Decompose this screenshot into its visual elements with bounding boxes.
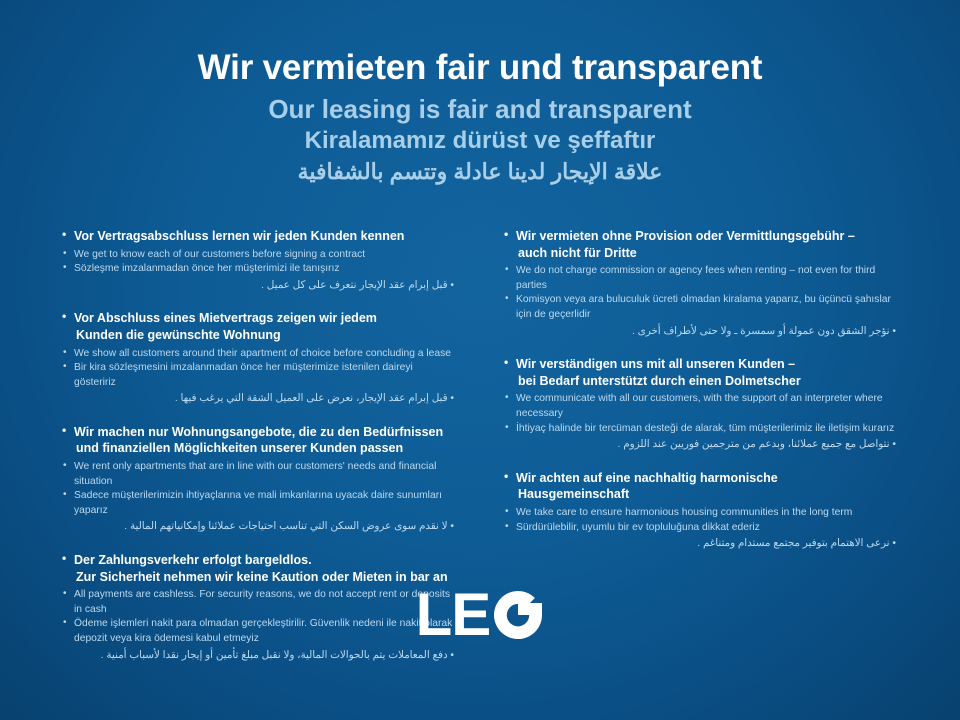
item-text-en: • We do not charge commission or agency fees when renting – not even for third parties [504, 264, 898, 293]
page-title-en: Our leasing is fair and transparent [268, 94, 692, 125]
item-heading: • Wir achten auf eine nachhaltig harmonische Hausgemeinschaft [504, 470, 898, 503]
item-text-ar: • قبل إبرام عقد الإيجار، نعرض على العميل الشقة التي يرغب فيها . [62, 391, 456, 406]
logo-text: LE [415, 581, 491, 648]
page-title-ar: علاقة الإيجار لدينا عادلة وتتسم بالشفافية [297, 159, 663, 185]
list-item [62, 228, 456, 293]
item-text-ar: • نتواصل مع جميع عملائنا، وبدعم من مترجمين فوريين عند اللزوم . [504, 437, 898, 452]
list-item [504, 356, 898, 453]
item-text-en: • We rent only apartments that are in line with our customers' needs and financial situation [62, 460, 456, 489]
item-text-en: • We get to know each of our customers before signing a contract [62, 248, 456, 263]
item-text-ar: • دفع المعاملات يتم بالحوالات المالية، ولا نقبل مبلغ تأمين أو إيجار نقدا لأسباب أمنية . [62, 648, 456, 663]
leg-g-mark-icon [492, 589, 544, 641]
leg-logo [415, 581, 545, 648]
item-heading: • Der Zahlungsverkehr erfolgt bargeldlos. Zur Sicherheit nehmen wir keine Kaution oder Mieten in bar an [62, 552, 456, 585]
item-text-en: • We communicate with all our customers, with the support of an interpreter where necessary [504, 392, 898, 421]
item-text-tr: • Sürdürülebilir, uyumlu bir ev topluluğuna dikkat ederiz [504, 521, 898, 536]
item-text-tr: • Sözleşme imzalanmadan önce her müşterimizi ile tanışırız [62, 262, 456, 277]
item-text-ar: • نؤجر الشقق دون عمولة أو سمسرة ـ ولا حتى لأطراف أخرى . [504, 324, 898, 339]
list-item [62, 310, 456, 407]
item-text-en: • All payments are cashless. For security reasons, we do not accept rent or deposits in cash [62, 588, 456, 617]
item-text-tr: • İhtiyaç halinde bir tercüman desteği de alarak, tüm müşterilerimiz ile iletişim kurarız [504, 422, 898, 437]
item-heading: • Wir verständigen uns mit all unseren Kunden – bei Bedarf unterstützt durch einen Dolmetscher [504, 356, 898, 389]
item-text-tr: • Komisyon veya ara buluculuk ücreti olmadan kiralama yaparız, bu üçüncü şahıslar için de geçerlidir [504, 293, 898, 322]
item-text-ar: • نرعى الاهتمام بتوفير مجتمع مستدام ومتناغم . [504, 536, 898, 551]
item-heading: • Wir machen nur Wohnungsangebote, die zu den Bedürfnissen und finanziellen Möglichkeiten unserer Kunden passen [62, 424, 456, 457]
item-text-tr: • Ödeme işlemleri nakit para olmadan gerçekleştirilir. Güvenlik nedeni ile nakit olarak depozit veya kira ödemesi kabul etmeyiz [62, 617, 456, 646]
item-text-en: • We take care to ensure harmonious housing communities in the long term [504, 506, 898, 521]
item-text-en: • We show all customers around their apartment of choice before concluding a lease [62, 347, 456, 362]
headings-group [0, 0, 960, 187]
item-heading: • Vor Vertragsabschluss lernen wir jeden Kunden kennen [62, 228, 456, 245]
logo-area [0, 581, 960, 648]
item-text-tr: • Bir kira sözleşmesini imzalanmadan önce her müşterimize istenilen daireyi gösteririz [62, 361, 456, 390]
page-title-tr: Kiralamamız dürüst ve şeffaftır [304, 127, 656, 155]
page-title-de: Wir vermieten fair und transparent [197, 48, 763, 87]
item-text-ar: • قبل إبرام عقد الإيجار نتعرف على كل عميل . [62, 278, 456, 293]
item-text-ar: • لا نقدم سوى عروض السكن التي تناسب احتياجات عملائنا وإمكانياتهم المالية . [62, 519, 456, 534]
item-heading: • Vor Abschluss eines Mietvertrags zeigen wir jedem Kunden die gewünschte Wohnung [62, 310, 456, 343]
list-item [504, 228, 898, 339]
list-item [62, 424, 456, 535]
item-text-tr: • Sadece müşterilerimizin ihtiyaçlarına ve mali imkanlarına uyacak daire sunumları yaparız [62, 489, 456, 518]
list-item [504, 470, 898, 552]
item-heading: • Wir vermieten ohne Provision oder Vermittlungsgebühr – auch nicht für Dritte [504, 228, 898, 261]
